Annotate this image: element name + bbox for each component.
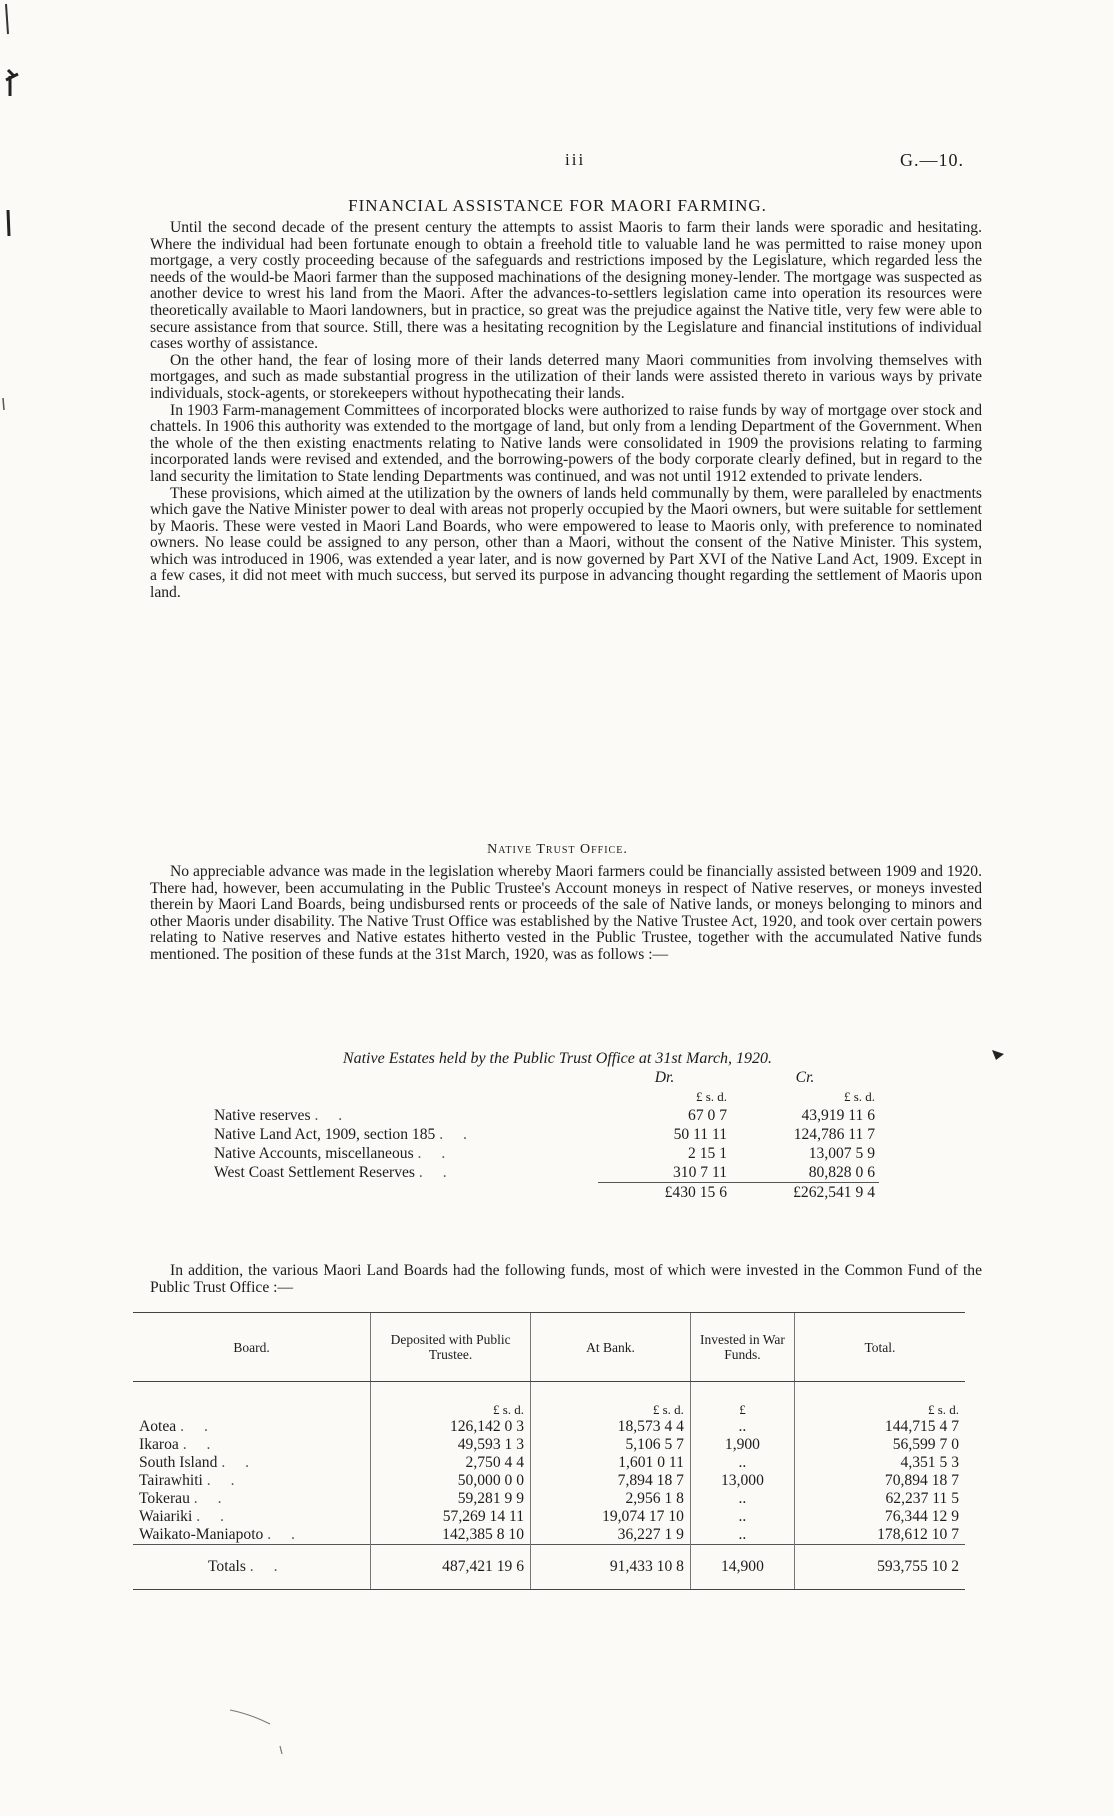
paragraph: Until the second decade of the present century the attempts to assist Maoris to farm their lands were sporadic and hesitating. Where the individual had been fortunate enough to obtain a freehold title to valuable land he was permitted to raise money upon mortgage, a very costly proceeding because of the safeguards and restrictions imposed by the Legislature, which regarded less the needs of the would-be Maori farmer than the supposed machinations of the designing money-lender. The mortgage was suspected as another device to wrest his land from the Maori. After the advances-to-settlers legislation came into operation its resources were theoretically available to Maori landowners, but in practice, so great was the prejudice against the Native title, very few were able to secure assistance from that source. Still, there was a hesitating recognition by the Legislature and financial institutions of individual cases worthy of assistance. bbox=[150, 219, 982, 353]
row-label: Native Accounts, miscellaneous bbox=[214, 1144, 414, 1162]
bank-value: 19,074 17 10 bbox=[531, 1508, 691, 1526]
board-label: Aotea bbox=[139, 1418, 177, 1435]
units-cell: £ bbox=[690, 1382, 794, 1419]
table-row bbox=[210, 1106, 879, 1125]
dot-leader: . . bbox=[267, 1526, 303, 1543]
cr-total: £262,541 9 4 bbox=[731, 1183, 879, 1203]
dot-leader: . . bbox=[439, 1125, 475, 1143]
dot-leader: . . bbox=[221, 1454, 258, 1471]
table-row bbox=[210, 1144, 879, 1163]
board-label: Tokerau bbox=[139, 1490, 190, 1507]
col-header-war-funds: Invested in War Funds. bbox=[690, 1313, 794, 1382]
dr-value: 2 15 1 bbox=[688, 1144, 727, 1162]
units-row bbox=[133, 1382, 965, 1419]
units-cell: £ s. d. bbox=[794, 1382, 965, 1419]
deposited-value: 142,385 8 10 bbox=[371, 1526, 531, 1545]
paragraph: No appreciable advance was made in the legislation whereby Maori farmers could be financially assisted between 1909 and 1920. There had, however, been accumulating in the Public Trustee's Account moneys in respect of Native reserves, or moneys invested therein by Maori Land Boards, being undisbursed rents or proceeds of the sale of Native lands, or moneys belonging to minors and other Maoris under disability. The Native Trust Office was established by the Native Trustee Act, 1920, and took over certain powers relating to Native reserves and Native estates hitherto vested in the Public Trustee, together with the accumulated Native funds mentioned. The position of these funds at the 31st March, 1920, was as follows :— bbox=[150, 863, 982, 963]
units-cell bbox=[133, 1382, 371, 1419]
table-row bbox=[133, 1454, 965, 1472]
bank-value: 7,894 18 7 bbox=[531, 1472, 691, 1490]
paragraph: In 1903 Farm-management Committees of incorporated blocks were authorized to raise funds by way of mortgage over stock and chattels. In 1906 this authority was extended to the mortgage of land, but only from a lending Department of the Government. When the whole of the then existing enactments relating to Native lands were consolidated in 1909 the provisions relating to farming incorporated lands were revised and extended, and the borrowing-powers of the body corporate clearly defined, but in regard to the land security the limitation to State lending Departments was continued, and was not until 1912 extended to private lenders. bbox=[150, 401, 982, 485]
row-label: Native Land Act, 1909, section 185 bbox=[214, 1125, 436, 1143]
cr-value: 80,828 0 6 bbox=[808, 1163, 875, 1181]
deposited-value: 49,593 1 3 bbox=[371, 1436, 531, 1454]
total-value: 76,344 12 9 bbox=[794, 1508, 965, 1526]
dot-leader: . . bbox=[182, 1436, 219, 1453]
totals-row bbox=[133, 1545, 965, 1590]
units-cell: £ s. d. bbox=[371, 1382, 531, 1419]
war-funds-value: .. bbox=[690, 1508, 794, 1526]
deposited-total: 487,421 19 6 bbox=[371, 1545, 531, 1590]
dot-leader: . . bbox=[193, 1490, 230, 1507]
board-label: Waiariki bbox=[139, 1508, 193, 1525]
board-label: Ikaroa bbox=[139, 1436, 179, 1453]
board-name bbox=[133, 1436, 371, 1454]
war-funds-value: .. bbox=[690, 1490, 794, 1508]
total-value: 178,612 10 7 bbox=[794, 1526, 965, 1545]
table-row bbox=[133, 1526, 965, 1545]
deposited-value: 59,281 9 9 bbox=[371, 1490, 531, 1508]
section-financial-assistance bbox=[150, 220, 982, 602]
table-header-row bbox=[133, 1313, 965, 1382]
dr-units: £ s. d. bbox=[695, 1088, 727, 1104]
war-funds-value: .. bbox=[690, 1526, 794, 1545]
board-name bbox=[133, 1508, 371, 1526]
table-row bbox=[133, 1472, 965, 1490]
cr-value: 43,919 11 6 bbox=[801, 1106, 875, 1124]
board-label: South Island bbox=[139, 1454, 218, 1471]
war-funds-value: 13,000 bbox=[690, 1472, 794, 1490]
col-header-board: Board. bbox=[133, 1313, 371, 1382]
deposited-value: 50,000 0 0 bbox=[371, 1472, 531, 1490]
page-title: FINANCIAL ASSISTANCE FOR MAORI FARMING. bbox=[348, 196, 767, 215]
cr-value: 13,007 5 9 bbox=[808, 1144, 875, 1162]
table-row bbox=[210, 1125, 879, 1144]
totals-text: Totals bbox=[208, 1558, 246, 1575]
bank-value: 18,573 4 4 bbox=[531, 1418, 691, 1436]
dr-value: 310 7 11 bbox=[673, 1163, 727, 1181]
paragraph: In addition, the various Maori Land Boards had the following funds, most of which were invested in the Common Fund of the Public Trust Office :— bbox=[150, 1262, 982, 1296]
col-header-bank: At Bank. bbox=[531, 1313, 691, 1382]
estates-table-caption: Native Estates held by the Public Trust Office at 31st March, 1920. bbox=[342, 1050, 773, 1067]
row-label: West Coast Settlement Reserves bbox=[214, 1163, 415, 1181]
dr-value: 50 11 11 bbox=[673, 1125, 727, 1143]
bank-value: 1,601 0 11 bbox=[531, 1454, 691, 1472]
dr-total: £430 15 6 bbox=[598, 1183, 731, 1203]
total-value: 62,237 11 5 bbox=[794, 1490, 965, 1508]
dot-leader: . . bbox=[196, 1508, 232, 1525]
board-name bbox=[133, 1472, 371, 1490]
board-label: Waikato-Maniapoto bbox=[139, 1526, 264, 1543]
board-name bbox=[133, 1490, 371, 1508]
dot-leader: . . bbox=[418, 1163, 455, 1181]
cr-units: £ s. d. bbox=[843, 1088, 875, 1104]
margin-scan-marks bbox=[0, 0, 40, 420]
deposited-value: 126,142 0 3 bbox=[371, 1418, 531, 1436]
board-name bbox=[133, 1526, 371, 1545]
page-number: iii bbox=[565, 150, 586, 169]
war-funds-value: .. bbox=[690, 1454, 794, 1472]
board-name bbox=[133, 1418, 371, 1436]
bank-value: 2,956 1 8 bbox=[531, 1490, 691, 1508]
dot-leader: . . bbox=[206, 1472, 243, 1489]
dot-leader: . . bbox=[249, 1558, 286, 1575]
bank-value: 36,227 1 9 bbox=[531, 1526, 691, 1545]
boards-intro bbox=[150, 1262, 982, 1296]
dr-header: Dr. bbox=[654, 1068, 675, 1086]
col-header-deposited: Deposited with Public Trustee. bbox=[371, 1313, 531, 1382]
bank-total: 91,433 10 8 bbox=[531, 1545, 691, 1590]
bank-value: 5,106 5 7 bbox=[531, 1436, 691, 1454]
paragraph: On the other hand, the fear of losing more of their lands deterred many Maori communities from involving themselves with mortgages, and such as made substantial progress in the utilization of their lands were assisted thereto in various ways by private individuals, stock-agents, or storekeepers without hypothecating their lands. bbox=[150, 351, 982, 402]
dot-leader: . . bbox=[417, 1144, 454, 1162]
section-native-trust-office bbox=[150, 864, 982, 964]
grand-total: 593,755 10 2 bbox=[794, 1545, 965, 1590]
total-value: 4,351 5 3 bbox=[794, 1454, 965, 1472]
war-funds-value: .. bbox=[690, 1418, 794, 1436]
war-funds-value: 1,900 bbox=[690, 1436, 794, 1454]
table-row bbox=[133, 1436, 965, 1454]
units-cell: £ s. d. bbox=[531, 1382, 691, 1419]
subheading-native-trust-office: Native Trust Office. bbox=[487, 842, 628, 857]
table-row bbox=[133, 1418, 965, 1436]
table-row bbox=[210, 1163, 879, 1183]
deposited-value: 2,750 4 4 bbox=[371, 1454, 531, 1472]
total-value: 56,599 7 0 bbox=[794, 1436, 965, 1454]
col-header-total: Total. bbox=[794, 1313, 965, 1382]
row-label: Native reserves bbox=[214, 1106, 311, 1124]
totals-label bbox=[133, 1545, 371, 1590]
units-row bbox=[210, 1087, 879, 1106]
paragraph: These provisions, which aimed at the utilization by the owners of lands held communally by them, were paralleled by enactments which gave the Native Minister power to deal with areas not properly occupied by the Maori owners, but were suitable for settlement by Maoris. These were vested in Maori Land Boards, who were empowered to lease to Maoris only, with preference to nominated owners. No lease could be assigned to any person, other than a Maori, without the consent of the Native Minister. This system, which was introduced in 1906, was extended a year later, and is now governed by Part XVI of the Native Land Act, 1909. Except in a few cases, it did not meet with much success, but served its purpose in advancing thought regarding the settlement of Maoris upon land. bbox=[150, 484, 982, 602]
native-estates-table bbox=[210, 1068, 879, 1202]
stray-pencil-marks bbox=[220, 1700, 340, 1760]
total-value: 70,894 18 7 bbox=[794, 1472, 965, 1490]
board-label: Tairawhiti bbox=[139, 1472, 203, 1489]
deposited-value: 57,269 14 11 bbox=[371, 1508, 531, 1526]
document-reference: G.—10. bbox=[900, 150, 964, 170]
table-header-row bbox=[210, 1068, 879, 1087]
war-funds-total: 14,900 bbox=[690, 1545, 794, 1590]
margin-arrow-mark bbox=[990, 1046, 1006, 1062]
table-row bbox=[133, 1508, 965, 1526]
board-name bbox=[133, 1454, 371, 1472]
dot-leader: . . bbox=[314, 1106, 351, 1124]
totals-row bbox=[210, 1183, 879, 1203]
total-value: 144,715 4 7 bbox=[794, 1418, 965, 1436]
maori-land-boards-table bbox=[133, 1312, 965, 1590]
dr-value: 67 0 7 bbox=[688, 1106, 727, 1124]
cr-header: Cr. bbox=[795, 1068, 815, 1086]
dot-leader: . . bbox=[180, 1418, 216, 1435]
cr-value: 124,786 11 7 bbox=[793, 1125, 875, 1143]
table-row bbox=[133, 1490, 965, 1508]
